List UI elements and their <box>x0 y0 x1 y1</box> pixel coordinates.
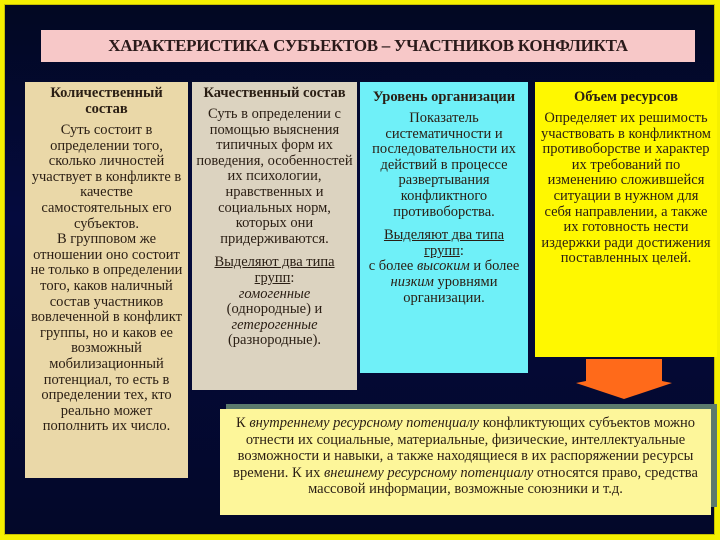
column-quantitative-composition <box>25 82 188 478</box>
level-low: низким <box>390 273 434 290</box>
group-types: Выделяют два типа групп: с более высоким и более низким уровнями организации. <box>368 227 520 306</box>
column-header: Объем ресурсов <box>574 89 678 105</box>
level-high: высоким <box>416 258 470 275</box>
column-body: Показатель систематичности и последовательности их действий в процессе развертывания конфликтного противоборства. <box>372 110 516 220</box>
internal-potential-term: внутреннему ресурсному потенциалу <box>249 415 480 431</box>
column-header: Уровень организации <box>372 89 516 105</box>
column-body: Суть в определении с помощью выяснения типичных форм их поведения, особенностей их психологии, нравственных и социальных норм, которых они придерживаются. <box>196 106 353 247</box>
group-types-label: Выделяют два типа групп <box>214 254 335 286</box>
arrow-down-icon <box>576 359 672 399</box>
column-body: Суть состоит в определении того, сколько личностей участвует в конфликте в качестве самостоятельных его субъектов. <box>31 122 182 232</box>
type-heterogeneous: гетерогенные <box>231 316 318 333</box>
column-qualitative-composition <box>192 82 357 390</box>
column-body: Определяет их решимость участвовать в конфликтном противоборстве и характер их требований по изменению сложившейся ситуации в нужном для себя направлении, а также их готовность нести издержки ради достижения поставленных целей. <box>541 110 711 267</box>
group-types-label: Выделяют два типа групп <box>383 227 505 259</box>
slide <box>4 4 715 535</box>
slide-title: ХАРАКТЕРИСТИКА СУБЪЕКТОВ – УЧАСТНИКОВ КОНФЛИКТА <box>41 30 695 62</box>
column-header: Количественный состав <box>50 85 163 117</box>
external-potential-term: внешнему ресурсному потенциалу <box>323 464 534 481</box>
column-body-group: В групповом же отношении оно состоит не только в определении того, каков наличный состав участников вовлеченной в конфликт группы, но и каков ее возможный мобилизационный потенциал, то есть в определении тех, кто реально может пополнить их число. <box>30 231 183 435</box>
column-header: Качественный состав <box>203 85 346 101</box>
column-resource-volume <box>535 82 717 357</box>
resource-potential-note: К внутреннему ресурсному потенциалу конфликтующих субъектов можно отнести их социальные, материальные, физические, интеллектуальные возможности и навыки, а также находящиеся в их распоряжении ресурсы времени. К их внешнему ресурсному потенциалу относятся право, средства массовой информации, возможные союзники и т.д. <box>220 409 711 515</box>
type-homogeneous: гомогенные <box>238 285 311 302</box>
column-organization-level <box>360 82 528 373</box>
group-types: Выделяют два типа групп: гомогенные (однородные) и гетерогенные (разнородные). <box>214 254 335 349</box>
